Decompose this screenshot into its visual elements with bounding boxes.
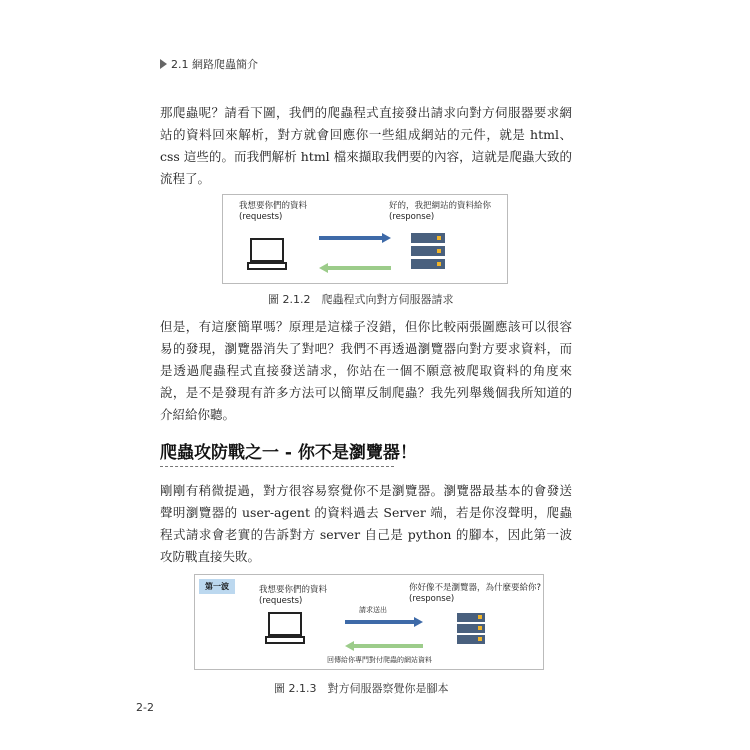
figure-request-response: [222, 194, 508, 284]
server-icon: [409, 231, 447, 271]
figure-caption-2: 圖 2.1.3 對方伺服器察覺你是腳本: [274, 682, 449, 695]
heading-dashed-underline: [160, 466, 394, 467]
header-section-title: 2.1 網路爬蟲簡介: [171, 58, 258, 71]
request-arrow-icon: [345, 617, 423, 627]
triangle-icon: [160, 59, 167, 69]
fig2-returned-data-label: 回傳給你專門對付爬蟲的網站資料: [327, 656, 432, 664]
fig2-request-label: 我想要你們的資料 (requests): [259, 585, 328, 606]
server-icon: [455, 611, 487, 647]
response-arrow-icon: [345, 641, 423, 651]
section-heading: 爬蟲攻防戰之一 - 你不是瀏覽器！: [160, 443, 417, 463]
paragraph-user-agent: 剛剛有稍微提過，對方很容易察覺你不是瀏覽器。瀏覽器最基本的會發送聲明瀏覽器的 user-agent 的資料過去 Server 端，若是你沒聲明，爬蟲程式請求會老實的告訴對方 server 自己是 python 的腳本，因此第一波攻防戰直接失敗。: [160, 483, 572, 564]
fig1-response-label: 好的，我把網站的資料給你 (response): [389, 201, 492, 222]
figure-caption-1: 圖 2.1.2 爬蟲程式向對方伺服器請求: [268, 293, 454, 306]
laptop-icon: [247, 237, 287, 273]
round-badge: 第一波: [199, 579, 235, 594]
fig2-response-label: 你好像不是瀏覽器，為什麼要給你? (response): [409, 583, 542, 604]
running-header: [160, 56, 258, 72]
paragraph-browser-gone: 但是，有這麼簡單嗎？原理是這樣子沒錯，但你比較兩張圖應該可以很容易的發現，瀏覽器消失了對吧？我們不再透過瀏覽器向對方要求資料，而是透過爬蟲程式直接發送請求，你站在一個不願意被爬取資料的角度來說，是不是發現有許多方法可以簡單反制爬蟲？我先列舉幾個我所知道的介紹給你聽。: [160, 319, 572, 422]
laptop-icon: [265, 611, 305, 647]
fig1-request-label: 我想要你們的資料 (requests): [239, 201, 308, 222]
request-arrow-icon: [319, 233, 391, 243]
response-arrow-icon: [319, 263, 391, 273]
fig2-request-sent-label: 請求送出: [359, 606, 387, 614]
figure-server-detects-script: [194, 574, 544, 670]
page-number: 2-2: [136, 701, 154, 714]
paragraph-intro: 那爬蟲呢？請看下圖，我們的爬蟲程式直接發出請求向對方伺服器要求網站的資料回來解析，對方就會回應你一些組成網站的元件，就是 html、css 這些的。而我們解析 html 檔來擷取我們要的內容，這就是爬蟲大致的流程了。: [160, 105, 572, 186]
